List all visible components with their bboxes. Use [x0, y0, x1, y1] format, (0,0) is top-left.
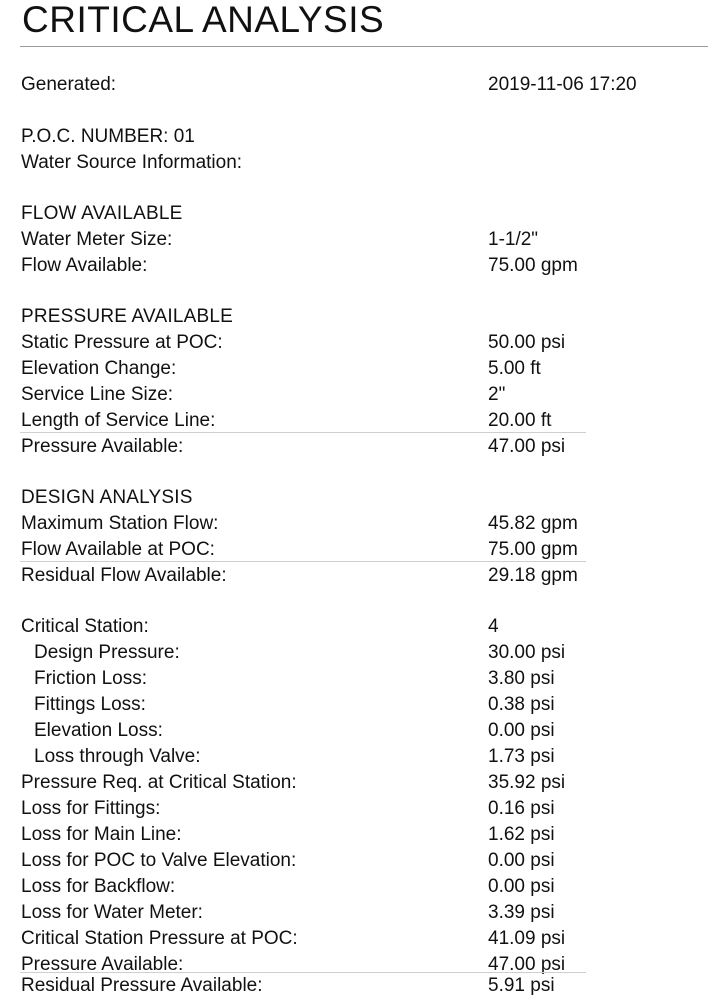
flow-at-poc-value: 75.00 gpm	[488, 539, 578, 560]
table-row	[21, 511, 701, 537]
pressure-req-value: 35.92 psi	[488, 772, 566, 793]
table-row	[21, 848, 701, 874]
critical-pressure-available-value: 47.00 psi	[488, 954, 566, 975]
service-line-size-value: 2"	[488, 384, 506, 405]
loss-poc-elevation-label: Loss for POC to Valve Elevation:	[21, 850, 297, 871]
table-row	[21, 796, 701, 822]
table-row	[21, 227, 701, 253]
valve-loss-value: 1.73 psi	[488, 746, 555, 767]
elevation-change-value: 5.00 ft	[488, 358, 541, 379]
fittings-loss-value: 0.38 psi	[488, 694, 555, 715]
service-line-size-label: Service Line Size:	[21, 384, 174, 405]
residual-pressure-value: 5.91 psi	[488, 975, 555, 996]
loss-fittings-value: 0.16 psi	[488, 798, 555, 819]
critical-station-value: 4	[488, 616, 499, 637]
service-line-length-label: Length of Service Line:	[21, 410, 216, 431]
table-row	[21, 253, 701, 279]
table-row	[21, 356, 701, 382]
elevation-change-label: Elevation Change:	[21, 358, 177, 379]
loss-backflow-label: Loss for Backflow:	[21, 876, 176, 897]
table-row	[21, 926, 701, 952]
water-source-row	[21, 150, 701, 176]
subtotal-divider	[20, 561, 586, 562]
water-meter-size-value: 1-1/2"	[488, 229, 539, 250]
table-row	[21, 434, 701, 460]
section-heading: DESIGN ANALYSIS	[21, 487, 193, 508]
critical-station-label: Critical Station:	[21, 616, 149, 637]
loss-main-line-value: 1.62 psi	[488, 824, 555, 845]
table-row	[21, 692, 701, 718]
residual-flow-label: Residual Flow Available:	[21, 565, 227, 586]
poc-number-row	[21, 124, 701, 150]
table-row	[21, 666, 701, 692]
flow-available-heading	[21, 201, 701, 227]
residual-flow-value: 29.18 gpm	[488, 565, 578, 586]
generated-value: 2019-11-06 17:20	[488, 74, 637, 95]
max-station-flow-value: 45.82 gpm	[488, 513, 578, 534]
table-row	[21, 563, 701, 589]
friction-loss-value: 3.80 psi	[488, 668, 555, 689]
water-meter-size-label: Water Meter Size:	[21, 229, 173, 250]
pressure-available-label: Pressure Available:	[21, 436, 184, 457]
loss-poc-elevation-value: 0.00 psi	[488, 850, 555, 871]
fittings-loss-label: Fittings Loss:	[34, 694, 146, 715]
critical-pressure-available-label: Pressure Available:	[21, 954, 184, 975]
critical-pressure-poc-label: Critical Station Pressure at POC:	[21, 928, 298, 949]
pressure-available-heading	[21, 304, 701, 330]
table-row	[21, 822, 701, 848]
title-divider	[20, 46, 708, 47]
table-row	[21, 900, 701, 926]
flow-at-poc-label: Flow Available at POC:	[21, 539, 215, 560]
static-pressure-label: Static Pressure at POC:	[21, 332, 223, 353]
generated-row	[21, 72, 701, 98]
poc-number: P.O.C. NUMBER: 01	[21, 126, 195, 147]
table-row	[21, 382, 701, 408]
table-row	[21, 718, 701, 744]
section-heading: FLOW AVAILABLE	[21, 203, 183, 224]
design-analysis-heading	[21, 485, 701, 511]
generated-label: Generated:	[21, 74, 117, 95]
pressure-available-value: 47.00 psi	[488, 436, 566, 457]
max-station-flow-label: Maximum Station Flow:	[21, 513, 219, 534]
residual-pressure-label: Residual Pressure Available:	[21, 975, 263, 996]
friction-loss-label: Friction Loss:	[34, 668, 147, 689]
water-source-info: Water Source Information:	[21, 152, 243, 173]
flow-available-label: Flow Available:	[21, 255, 148, 276]
design-pressure-label: Design Pressure:	[34, 642, 180, 663]
report-title: CRITICAL ANALYSIS	[22, 0, 385, 40]
valve-loss-label: Loss through Valve:	[34, 746, 201, 767]
loss-main-line-label: Loss for Main Line:	[21, 824, 182, 845]
loss-water-meter-value: 3.39 psi	[488, 902, 555, 923]
flow-available-value: 75.00 gpm	[488, 255, 578, 276]
loss-backflow-value: 0.00 psi	[488, 876, 555, 897]
table-row	[21, 330, 701, 356]
table-row	[21, 874, 701, 900]
table-row	[21, 614, 701, 640]
table-row	[21, 744, 701, 770]
design-pressure-value: 30.00 psi	[488, 642, 566, 663]
loss-fittings-label: Loss for Fittings:	[21, 798, 161, 819]
service-line-length-value: 20.00 ft	[488, 410, 552, 431]
table-row	[21, 640, 701, 666]
table-row	[21, 973, 701, 999]
subtotal-divider	[20, 432, 586, 433]
table-row	[21, 408, 701, 434]
pressure-req-label: Pressure Req. at Critical Station:	[21, 772, 297, 793]
critical-pressure-poc-value: 41.09 psi	[488, 928, 566, 949]
loss-water-meter-label: Loss for Water Meter:	[21, 902, 203, 923]
table-row	[21, 537, 701, 563]
table-row	[21, 770, 701, 796]
static-pressure-value: 50.00 psi	[488, 332, 566, 353]
elevation-loss-value: 0.00 psi	[488, 720, 555, 741]
elevation-loss-label: Elevation Loss:	[34, 720, 163, 741]
section-heading: PRESSURE AVAILABLE	[21, 306, 233, 327]
